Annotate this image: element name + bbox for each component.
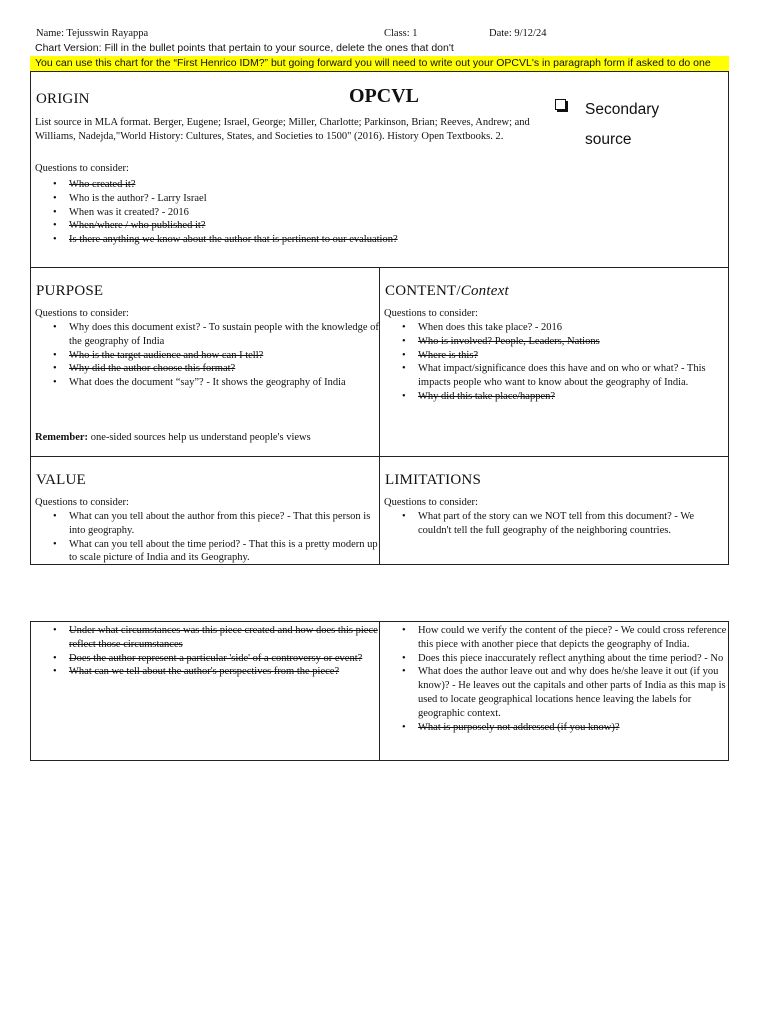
content-box: [379, 267, 729, 457]
remember-note: [35, 432, 311, 443]
question-item: • Under what circumstances was this piece created and how does this piece reflect those circumstances: [69, 624, 381, 652]
question-item: • What does the document “say”? - It shows the geography of India: [69, 376, 379, 390]
content-title: [385, 283, 509, 300]
remember-text: one-sided sources help us understand people's views: [88, 432, 311, 443]
origin-question-list: [35, 178, 719, 247]
content-title-main: CONTENT/: [385, 283, 461, 299]
opcvl-title: OPCVL: [349, 85, 419, 107]
question-item: • What can you tell about the author from this piece? - That this person is into geography.: [69, 510, 379, 538]
student-name: Name: Tejusswin Rayappa: [36, 28, 149, 39]
question-item: • Who is involved? People, Leaders, Nations: [418, 335, 730, 349]
question-item: • Does the author represent a particular 'side' of a controversy or event?: [69, 652, 381, 666]
question-item: • Does this piece inaccurately reflect anything about the time period? - No: [418, 652, 730, 666]
question-item: • Where is this?: [418, 349, 730, 363]
purpose-question-list: [35, 321, 379, 390]
value-continued-box: [30, 621, 380, 761]
question-item: • What is purposely not addressed (if you know)?: [418, 721, 730, 735]
secondary-source-label: Secondary source: [585, 101, 660, 148]
question-item: • When/where / who published it?: [69, 219, 719, 233]
purpose-box: [30, 267, 380, 457]
content-questions-label: Questions to consider:: [384, 308, 478, 319]
checkbox-icon[interactable]: [555, 99, 566, 110]
question-item: • When was it created? - 2016: [69, 206, 719, 220]
question-item: • What can you tell about the time period? - That this is a pretty modern up to scale picture of India and its Geography.: [69, 538, 379, 565]
value-title: VALUE: [36, 472, 86, 488]
limitations-questions-label: Questions to consider:: [384, 497, 478, 508]
value-continued-list: [35, 624, 381, 679]
question-item: • What impact/significance does this have and on who or what? - This impacts people who want to know about the geography of India.: [418, 362, 730, 390]
question-item: • Who created it?: [69, 178, 719, 192]
question-item: • How could we verify the content of the piece? - We could cross reference this piece with another piece that depicts the geography of India.: [418, 624, 730, 652]
date-field: Date: 9/12/24: [489, 28, 547, 39]
question-item: • Is there anything we know about the author that is pertinent to our evaluation?: [69, 233, 719, 247]
chart-version-note: Chart Version: Fill in the bullet points that pertain to your source, delete the ones that don't: [35, 42, 454, 54]
content-title-context: Context: [460, 283, 509, 299]
purpose-title: PURPOSE: [36, 283, 104, 299]
origin-title: ORIGIN: [36, 91, 90, 107]
question-item: • What can we tell about the author's perspectives from the piece?: [69, 665, 381, 679]
class-field: Class: 1: [384, 28, 418, 39]
question-item: • Who is the author? - Larry Israel: [69, 192, 719, 206]
value-questions-label: Questions to consider:: [35, 497, 129, 508]
question-item: • Why does this document exist? - To sustain people with the knowledge of the geography of India: [69, 321, 379, 349]
value-question-list: [35, 510, 379, 565]
purpose-questions-label: Questions to consider:: [35, 308, 129, 319]
limitations-continued-box: [379, 621, 729, 761]
limitations-box: [379, 456, 729, 565]
question-item: • Why did the author choose this format?: [69, 362, 379, 376]
origin-questions-label: Questions to consider:: [35, 163, 129, 174]
limitations-continued-list: [384, 624, 730, 734]
highlighted-instruction: You can use this chart for the “First Henrico IDM?” but going forward you will need to write out your OPCVL's in paragraph form if asked to do one: [30, 56, 729, 71]
remember-label: Remember:: [35, 432, 89, 443]
limitations-title: LIMITATIONS: [385, 472, 481, 488]
content-question-list: [384, 321, 730, 404]
mla-citation: List source in MLA format. Berger, Eugene; Israel, George; Miller, Charlotte; Parkinson, Brian; Reeves, Andrew; and Williams, Nadejda,"World History: Cultures, States, and Societies to 1500" (2016). History Open Textbooks. 2.: [35, 117, 530, 142]
limitations-question-list: [384, 510, 728, 538]
question-item: • When does this take place? - 2016: [418, 321, 730, 335]
value-box: [30, 456, 380, 565]
question-item: • What part of the story can we NOT tell from this document? - We couldn't tell the full geography of the neighboring countries.: [418, 510, 728, 538]
question-item: • Who is the target audience and how can I tell?: [69, 349, 379, 363]
question-item: • Why did this take place/happen?: [418, 390, 730, 404]
question-item: • What does the author leave out and why does he/she leave it out (if you know)? - He leaves out the capitals and other parts of India as this map is used to locate geographical locations hence leaving the labels for geographic context.: [418, 665, 730, 720]
